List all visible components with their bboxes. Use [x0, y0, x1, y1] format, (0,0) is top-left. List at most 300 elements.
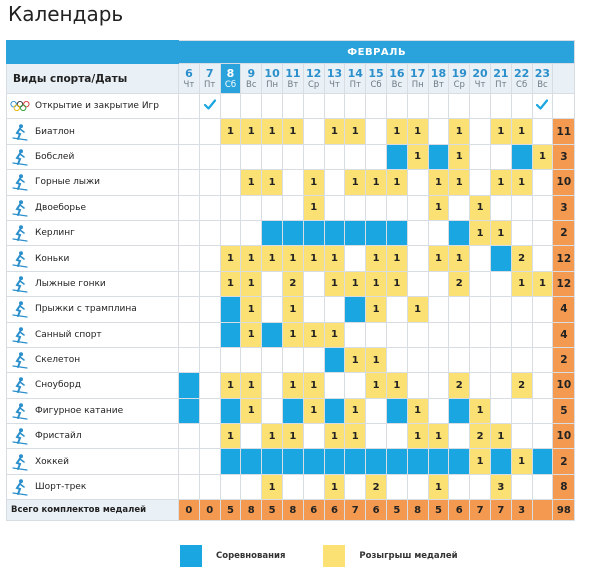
medal-cell: 1 — [490, 220, 511, 245]
day-number: 6 — [185, 66, 193, 80]
medal-cell: 2 — [282, 271, 303, 296]
day-of-week: Сб — [224, 79, 237, 90]
day-header-21 — [490, 64, 511, 94]
sport-name-cell[interactable] — [7, 246, 179, 271]
day-header-10 — [262, 64, 283, 94]
checkmark-icon — [532, 94, 553, 119]
competition-cell — [241, 449, 262, 474]
empty-cell — [470, 322, 491, 347]
sport-total: 4 — [553, 297, 575, 322]
medal-cell: 1 — [241, 297, 262, 322]
sport-total: 12 — [553, 246, 575, 271]
competition-cell — [345, 449, 366, 474]
medal-cell: 1 — [532, 144, 553, 169]
day-header-8 — [220, 64, 241, 94]
day-number: 14 — [347, 66, 363, 80]
empty-cell — [262, 144, 283, 169]
empty-cell — [449, 347, 470, 372]
legend-medal-swatch — [323, 545, 345, 567]
empty-cell — [345, 322, 366, 347]
day-header-9 — [241, 64, 262, 94]
sport-name: Бобслей — [35, 151, 75, 162]
empty-cell — [179, 449, 200, 474]
sport-name-cell[interactable] — [7, 347, 179, 372]
medal-cell: 1 — [282, 373, 303, 398]
competition-cell — [303, 449, 324, 474]
day-of-week: Пт — [204, 79, 216, 90]
sport-row — [7, 398, 575, 423]
medal-cell: 1 — [262, 424, 283, 449]
empty-cell — [220, 144, 241, 169]
empty-cell — [199, 297, 220, 322]
sport-name-cell[interactable] — [7, 195, 179, 220]
sport-name: Хоккей — [35, 456, 69, 467]
day-number: 11 — [285, 66, 301, 80]
day-header-12 — [303, 64, 324, 94]
snowboard-icon — [10, 376, 30, 394]
sport-name-cell[interactable] — [7, 119, 179, 144]
empty-cell — [532, 297, 553, 322]
sport-total: 12 — [553, 271, 575, 296]
medal-cell: 1 — [262, 119, 283, 144]
legend-medal-label: Розыгрыш медалей — [359, 551, 458, 561]
empty-cell — [179, 119, 200, 144]
empty-cell — [532, 373, 553, 398]
day-of-week: Вс — [246, 79, 257, 90]
competition-cell — [220, 322, 241, 347]
empty-cell — [282, 94, 303, 119]
sport-total: 11 — [553, 119, 575, 144]
medal-cell: 1 — [386, 271, 407, 296]
medal-cell: 1 — [345, 424, 366, 449]
empty-cell — [199, 170, 220, 195]
empty-cell — [407, 170, 428, 195]
medal-cell: 1 — [428, 195, 449, 220]
day-total: 5 — [220, 500, 241, 521]
empty-cell — [241, 424, 262, 449]
empty-cell — [511, 322, 532, 347]
competition-cell — [490, 246, 511, 271]
empty-cell — [303, 119, 324, 144]
day-number: 22 — [513, 66, 530, 80]
empty-cell — [199, 271, 220, 296]
empty-cell — [532, 220, 553, 245]
empty-cell — [511, 94, 532, 119]
empty-cell — [511, 297, 532, 322]
medal-cell: 1 — [449, 144, 470, 169]
empty-cell — [511, 398, 532, 423]
empty-cell — [428, 94, 449, 119]
short-track-icon — [10, 478, 30, 496]
day-header-17 — [407, 64, 428, 94]
medal-cell: 1 — [303, 373, 324, 398]
empty-cell — [262, 297, 283, 322]
sport-name: Коньки — [35, 253, 70, 264]
medal-cell: 1 — [490, 119, 511, 144]
sport-name-cell[interactable] — [7, 474, 179, 499]
empty-cell — [407, 373, 428, 398]
empty-cell — [428, 347, 449, 372]
day-total: 8 — [407, 500, 428, 521]
medal-cell: 1 — [449, 119, 470, 144]
competition-cell — [386, 220, 407, 245]
competition-cell — [282, 220, 303, 245]
empty-cell — [179, 424, 200, 449]
sport-name-cell[interactable] — [7, 94, 179, 119]
sport-row — [7, 195, 575, 220]
sport-name-cell[interactable] — [7, 220, 179, 245]
sport-name-cell[interactable] — [7, 297, 179, 322]
medal-cell: 1 — [366, 347, 387, 372]
day-header-20 — [470, 64, 491, 94]
empty-cell — [324, 195, 345, 220]
empty-cell — [345, 246, 366, 271]
empty-cell — [345, 474, 366, 499]
totals-label: Всего комплектов медалей — [7, 500, 179, 521]
empty-cell — [428, 297, 449, 322]
empty-cell — [199, 424, 220, 449]
competition-cell — [428, 449, 449, 474]
medal-cell: 1 — [386, 246, 407, 271]
empty-cell — [345, 94, 366, 119]
day-header-22 — [511, 64, 532, 94]
empty-cell — [470, 347, 491, 372]
medal-cell: 1 — [241, 271, 262, 296]
day-of-week: Пн — [266, 79, 279, 90]
empty-cell — [262, 195, 283, 220]
empty-cell — [428, 373, 449, 398]
day-number: 17 — [410, 66, 426, 80]
medal-cell: 2 — [449, 373, 470, 398]
empty-cell — [282, 144, 303, 169]
checkmark-icon — [199, 94, 220, 119]
empty-cell — [470, 373, 491, 398]
day-of-week: Сб — [370, 79, 382, 90]
grand-total: 98 — [553, 500, 575, 521]
empty-cell — [199, 449, 220, 474]
empty-cell — [511, 220, 532, 245]
day-header-13 — [324, 64, 345, 94]
empty-cell — [449, 474, 470, 499]
sport-total: 8 — [553, 474, 575, 499]
medal-cell: 1 — [303, 322, 324, 347]
medal-cell: 2 — [511, 373, 532, 398]
empty-cell — [262, 94, 283, 119]
legend-competition-label: Соревнования — [216, 551, 286, 561]
empty-cell — [366, 94, 387, 119]
empty-cell — [345, 195, 366, 220]
empty-cell — [532, 474, 553, 499]
medal-cell: 1 — [262, 246, 283, 271]
sport-row — [7, 144, 575, 169]
sport-name: Прыжки с трамплина — [35, 304, 137, 315]
medal-cell: 1 — [303, 398, 324, 423]
empty-cell — [199, 474, 220, 499]
empty-cell — [449, 195, 470, 220]
hockey-icon — [10, 453, 30, 471]
empty-cell — [449, 322, 470, 347]
sport-row — [7, 94, 575, 119]
empty-cell — [511, 347, 532, 372]
empty-cell — [407, 220, 428, 245]
olympic-rings-icon — [10, 97, 30, 115]
empty-cell — [241, 144, 262, 169]
competition-cell — [345, 220, 366, 245]
day-number: 21 — [493, 66, 509, 80]
medal-cell: 1 — [428, 424, 449, 449]
medal-cell: 2 — [511, 246, 532, 271]
empty-cell — [470, 297, 491, 322]
day-of-week: Пт — [495, 79, 507, 90]
medal-cell: 1 — [324, 424, 345, 449]
skeleton-icon — [10, 351, 30, 369]
day-of-week: Ср — [308, 79, 320, 90]
competition-cell — [532, 449, 553, 474]
day-header-19 — [449, 64, 470, 94]
sport-name-cell[interactable] — [7, 322, 179, 347]
competition-cell — [386, 449, 407, 474]
day-total: 3 — [511, 500, 532, 521]
day-header-23 — [532, 64, 553, 94]
day-total: 7 — [345, 500, 366, 521]
empty-cell — [282, 195, 303, 220]
empty-cell — [179, 474, 200, 499]
empty-cell — [199, 144, 220, 169]
sport-name-cell[interactable] — [7, 424, 179, 449]
medal-cell: 1 — [428, 474, 449, 499]
day-total: 0 — [199, 500, 220, 521]
empty-cell — [532, 195, 553, 220]
empty-cell — [490, 271, 511, 296]
empty-cell — [490, 94, 511, 119]
competition-cell — [220, 297, 241, 322]
medal-cell: 1 — [428, 170, 449, 195]
day-total: 8 — [282, 500, 303, 521]
sport-name-cell[interactable] — [7, 271, 179, 296]
competition-cell — [282, 449, 303, 474]
medal-cell: 1 — [511, 271, 532, 296]
empty-cell — [386, 195, 407, 220]
sport-total: 10 — [553, 424, 575, 449]
empty-cell — [220, 347, 241, 372]
sport-total: 2 — [553, 347, 575, 372]
medal-cell: 1 — [449, 246, 470, 271]
day-total: 6 — [366, 500, 387, 521]
day-number: 23 — [534, 66, 551, 80]
empty-cell — [490, 347, 511, 372]
empty-cell — [470, 94, 491, 119]
empty-cell — [407, 474, 428, 499]
sport-name: Фигурное катание — [35, 405, 124, 416]
day-header-6 — [179, 64, 200, 94]
competition-cell — [386, 144, 407, 169]
ski-jumping-icon — [10, 300, 30, 318]
empty-cell — [490, 297, 511, 322]
medal-cell: 1 — [324, 322, 345, 347]
day-number: 10 — [264, 66, 280, 80]
medal-cell: 1 — [407, 119, 428, 144]
empty-cell — [199, 195, 220, 220]
day-of-week: Чт — [474, 79, 486, 90]
luge-icon — [10, 326, 30, 344]
day-of-week: Чт — [329, 79, 340, 90]
medal-cell: 1 — [324, 271, 345, 296]
empty-cell — [179, 297, 200, 322]
empty-cell — [407, 195, 428, 220]
medal-cell: 1 — [386, 119, 407, 144]
empty-cell — [199, 119, 220, 144]
empty-cell — [179, 94, 200, 119]
empty-cell — [449, 424, 470, 449]
sports-dates-label: Виды спорта/Даты — [7, 64, 179, 94]
sport-row — [7, 170, 575, 195]
empty-cell — [428, 322, 449, 347]
medal-cell: 1 — [470, 398, 491, 423]
day-of-week: Чт — [183, 79, 195, 90]
medal-cell: 1 — [282, 322, 303, 347]
medal-cell: 1 — [511, 119, 532, 144]
empty-cell — [532, 119, 553, 144]
empty-cell — [179, 220, 200, 245]
medal-cell: 1 — [366, 271, 387, 296]
sport-name: Сноуборд — [35, 380, 81, 391]
empty-cell — [470, 474, 491, 499]
alpine-skiing-icon — [10, 173, 30, 191]
sport-name: Открытие и закрытие Игр — [35, 101, 160, 112]
empty-cell — [262, 347, 283, 372]
medal-cell: 1 — [241, 373, 262, 398]
sport-name: Фристайл — [35, 431, 82, 442]
sport-name: Горные лыжи — [35, 177, 100, 188]
empty-cell — [345, 373, 366, 398]
competition-cell — [449, 220, 470, 245]
medal-cell: 1 — [282, 246, 303, 271]
medal-cell: 1 — [511, 449, 532, 474]
medal-cell: 1 — [241, 246, 262, 271]
day-of-week: Вс — [537, 79, 548, 90]
empty-cell — [241, 474, 262, 499]
empty-cell — [366, 322, 387, 347]
medal-cell: 1 — [345, 170, 366, 195]
sport-total: 2 — [553, 220, 575, 245]
day-of-week: Вт — [287, 79, 299, 90]
medal-cell: 1 — [386, 373, 407, 398]
day-total: 7 — [490, 500, 511, 521]
header-left-blank — [7, 41, 179, 64]
medal-cell: 1 — [220, 424, 241, 449]
empty-cell — [470, 170, 491, 195]
empty-cell — [324, 170, 345, 195]
empty-cell — [179, 246, 200, 271]
day-of-week: Сб — [516, 79, 528, 90]
sport-name: Лыжные гонки — [35, 278, 106, 289]
day-number: 16 — [389, 66, 405, 80]
speed-skating-icon — [10, 250, 30, 268]
empty-cell — [532, 398, 553, 423]
empty-cell — [386, 94, 407, 119]
sport-name: Двоеборье — [35, 202, 86, 213]
cross-country-icon — [10, 275, 30, 293]
sport-name-cell[interactable] — [7, 373, 179, 398]
medal-cell: 1 — [220, 246, 241, 271]
day-total: 6 — [324, 500, 345, 521]
sport-row — [7, 424, 575, 449]
empty-cell — [366, 144, 387, 169]
medal-cell: 1 — [282, 119, 303, 144]
medal-cell: 1 — [428, 246, 449, 271]
day-of-week: Пн — [411, 79, 424, 90]
medal-cell: 1 — [470, 449, 491, 474]
day-number: 9 — [247, 66, 256, 80]
competition-cell — [511, 144, 532, 169]
day-number: 20 — [472, 66, 488, 80]
competition-cell — [324, 449, 345, 474]
empty-cell — [470, 246, 491, 271]
sport-name-cell[interactable] — [7, 449, 179, 474]
empty-cell — [407, 246, 428, 271]
empty-cell — [282, 170, 303, 195]
sport-total: 4 — [553, 322, 575, 347]
sport-row — [7, 373, 575, 398]
sport-name: Санный спорт — [35, 329, 102, 340]
medal-cell: 1 — [366, 373, 387, 398]
empty-cell — [386, 474, 407, 499]
sport-name: Скелетон — [35, 355, 81, 366]
empty-cell — [324, 373, 345, 398]
medal-cell: 1 — [345, 271, 366, 296]
medal-cell: 1 — [241, 322, 262, 347]
empty-cell — [366, 119, 387, 144]
medal-cell: 1 — [532, 271, 553, 296]
empty-cell — [179, 347, 200, 372]
empty-cell — [303, 271, 324, 296]
medal-cell: 1 — [511, 170, 532, 195]
empty-cell — [262, 398, 283, 423]
empty-cell — [241, 347, 262, 372]
medal-cell: 1 — [303, 170, 324, 195]
empty-cell — [511, 424, 532, 449]
competition-cell — [220, 449, 241, 474]
sport-name: Биатлон — [35, 126, 75, 137]
day-header-16 — [386, 64, 407, 94]
competition-cell — [366, 449, 387, 474]
medal-cell: 1 — [262, 170, 283, 195]
empty-cell — [303, 474, 324, 499]
empty-cell — [366, 195, 387, 220]
competition-cell — [449, 449, 470, 474]
empty-cell — [241, 195, 262, 220]
sport-name-cell[interactable] — [7, 170, 179, 195]
empty-cell — [303, 424, 324, 449]
day-total: 5 — [428, 500, 449, 521]
medal-cell: 1 — [303, 246, 324, 271]
sport-name-cell[interactable] — [7, 144, 179, 169]
day-number: 7 — [205, 66, 214, 80]
empty-cell — [366, 398, 387, 423]
empty-cell — [449, 297, 470, 322]
empty-cell — [532, 246, 553, 271]
competition-cell — [303, 220, 324, 245]
sport-row — [7, 271, 575, 296]
empty-cell — [428, 398, 449, 423]
competition-cell — [220, 398, 241, 423]
sport-name: Шорт-трек — [35, 482, 87, 493]
sport-total: 5 — [553, 398, 575, 423]
sport-name-cell[interactable] — [7, 398, 179, 423]
empty-cell — [262, 373, 283, 398]
sport-row — [7, 449, 575, 474]
empty-cell — [179, 170, 200, 195]
